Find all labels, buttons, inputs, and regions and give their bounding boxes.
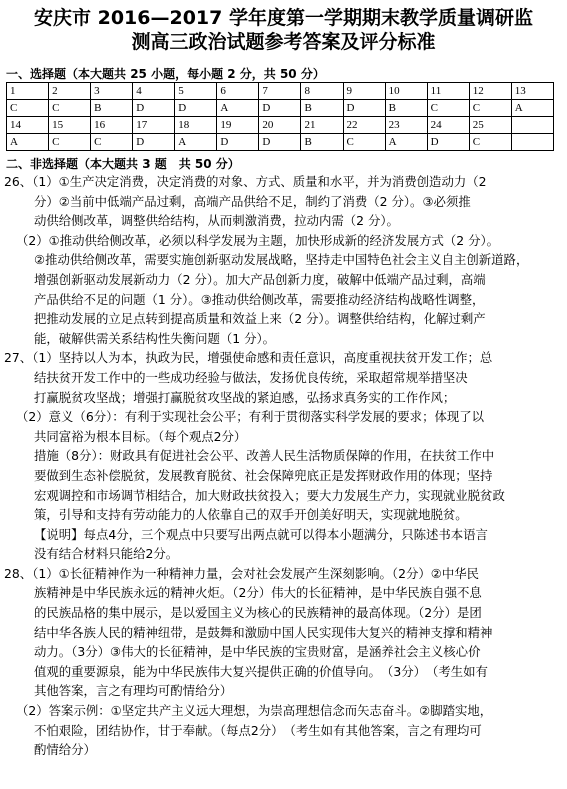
table-cell: D [259,100,301,117]
table-cell: D [259,134,301,151]
answer-line: 措施（8分）：财政具有促进社会公平、改善人民生活物质保障的作用，在扶贫工作中 [34,448,495,464]
table-cell: A [7,134,49,151]
table-cell: C [427,100,469,117]
table-cell: 9 [343,83,385,100]
answer-line: （2）答案示例：①坚定共产主义远大理想，为崇高理想信念而矢志奋斗。②脚踏实地， [16,703,493,719]
table-cell: 18 [175,117,217,134]
answer-line: （2）意义（6分）：有利于实现社会公平；有利于贯彻落实科学发展的要求；体现了以 [16,409,485,425]
answer-line: 的民族品格的集中展示，是以爱国主义为核心的民族精神的最高体现。（2分）是团 [34,605,482,621]
section2-heading [0,156,567,172]
table-cell: C [469,100,511,117]
table-cell: C [343,134,385,151]
table-cell: 17 [133,117,175,134]
table-cell: 22 [343,117,385,134]
answer-line: 不怕艰险，团结协作，甘于奉献。（每点2分） （考生如有其他答案，言之有理均可 [34,722,482,738]
table-cell: A [511,100,553,117]
table-cell [511,134,553,151]
table-cell: 5 [175,83,217,100]
table-cell: 24 [427,117,469,134]
table-cell: 21 [301,117,343,134]
table-cell: C [469,134,511,151]
answer-line: 产品供给不足的问题（1 分）。③推动供给侧改革，需要推动经济结构战略性调整， [34,291,485,307]
table-cell: 4 [133,83,175,100]
table-cell: 25 [469,117,511,134]
table-cell: C [49,134,91,151]
answer-line: 共同富裕为根本目标。（每个观点2分） [34,428,247,444]
table-cell: C [91,134,133,151]
table-cell: 1 [7,83,49,100]
section2-title: 二、非选择题 [6,157,79,171]
answer-line: 能，破解供需关系结构性失衡问题（1 分）。 [34,330,276,346]
answer-line: 值观的重要源泉，能为中华民族伟大复兴提供正确的价值导向。 （3分） （考生如有 [34,663,488,679]
answer-line: 把推动发展的立足点转到提高质量和效益上来（2 分）。调整供给结构，化解过剩产 [34,311,486,327]
section1-note: （本大题共 25 小题，每小题 2 分，共 50 分） [66,67,325,81]
table-cell: 11 [427,83,469,100]
doc-title-line2: 测高三政治试题参考答案及评分标准 [131,31,436,53]
table-cell: C [49,100,91,117]
table-cell: D [133,100,175,117]
table-cell: D [133,134,175,151]
answer-body [0,172,567,760]
answer-line: 策，引导和支持有劳动能力的人依靠自己的双手开创美好明天，实现就地脱贫。 [34,507,468,523]
answer-line: 结中华各族人民的精神纽带，是鼓舞和激励中国人民实现伟大复兴的精神支撑和精神 [34,624,493,640]
page [0,6,567,760]
answer-line: 没有结合材料只能给2分。 [34,546,179,562]
answer-line: 要做到生态补偿脱贫，发展教育脱贫、社会保障兜底正是发挥财政作用的体现；坚持 [34,467,493,483]
answer-line: 酌情给分） [34,742,96,758]
answer-line: 打赢脱贫攻坚战；增强打赢脱贫攻坚战的紧迫感，弘扬求真务实的工作作风； [34,389,456,405]
table-cell [511,117,553,134]
table-row [7,117,554,134]
table-cell: 6 [217,83,259,100]
table-cell: B [91,100,133,117]
answer-line: 增强创新驱动发展新动力（2 分）。加大产品创新力度，破解中低端产品过剩，高端 [34,271,486,287]
table-cell: 15 [49,117,91,134]
section1-heading [0,66,567,82]
answer-table [6,82,554,151]
table-cell: 8 [301,83,343,100]
table-cell: 14 [7,117,49,134]
table-cell: D [217,134,259,151]
table-cell: A [385,134,427,151]
answer-line: 宏观调控和市场调节相结合，加大财政扶贫投入；要大力发展生产力，实现就业脱贫政 [34,487,505,503]
answer-line: ②推动供给侧改革，需要实施创新驱动发展战略，坚持走中国特色社会主义自主创新道路， [34,252,529,268]
table-cell: A [175,134,217,151]
answer-line: 27、（1）坚持以人为本，执政为民，增强使命感和责任意识，高度重视扶贫开发工作；总 [4,350,493,366]
answer-line: 动力。（3分）③伟大的长征精神，是中华民族的宝贵财富，是涵养社会主义核心价 [34,644,481,660]
answer-line: 分）②当前中低端产品过剩，高端产品供给不足，制约了消费（2 分）。③必须推 [34,193,471,209]
table-cell: 16 [91,117,133,134]
table-cell: 2 [49,83,91,100]
answer-line: 【说明】每点4分，三个观点中只要写出两点就可以得本小题满分，只陈述书本语言 [34,526,488,542]
table-cell: 20 [259,117,301,134]
table-cell: D [427,134,469,151]
answer-line: 结扶贫开发工作中的一些成功经验与做法，发扬优良传统，采取超常规举措坚决 [34,369,468,385]
table-cell: 10 [385,83,427,100]
answer-line: 26、（1）①生产决定消费，决定消费的对象、方式、质量和水平，并为消费创造动力（2 [4,174,487,189]
table-cell: 3 [91,83,133,100]
table-cell: B [301,100,343,117]
table-row [7,100,554,117]
answer-line: 28、（1）①长征精神作为一种精神力量，会对社会发展产生深刻影响。（2分）②中华民 [4,565,480,581]
table-row [7,134,554,151]
section1-title: 一、选择题 [6,67,67,81]
section2-note: （本大题共 3 题 共 50 分） [78,157,240,171]
answer-line: 其他答案，言之有理均可酌情给分） [34,683,233,699]
table-cell: 7 [259,83,301,100]
table-cell: A [217,100,259,117]
table-cell: 23 [385,117,427,134]
table-cell: B [301,134,343,151]
table-cell: 13 [511,83,553,100]
answer-line: 族精神是中华民族永远的精神火炬。（2分）伟大的长征精神，是中华民族自强不息 [34,585,482,601]
answer-line: 动供给侧改革，调整供给结构，从而刺激消费，拉动内需（2 分）。 [34,213,399,229]
table-cell: D [175,100,217,117]
doc-title-line1: 安庆市 2016—2017 学年度第一学期期末教学质量调研监 [34,7,533,29]
table-cell: 12 [469,83,511,100]
table-cell: B [385,100,427,117]
table-cell: D [343,100,385,117]
table-cell: C [7,100,49,117]
table-row [7,83,554,100]
answer-line: （2）①推动供给侧改革，必须以科学发展为主题，加快形成新的经济发展方式（2 分）。 [16,232,500,248]
table-cell: 19 [217,117,259,134]
